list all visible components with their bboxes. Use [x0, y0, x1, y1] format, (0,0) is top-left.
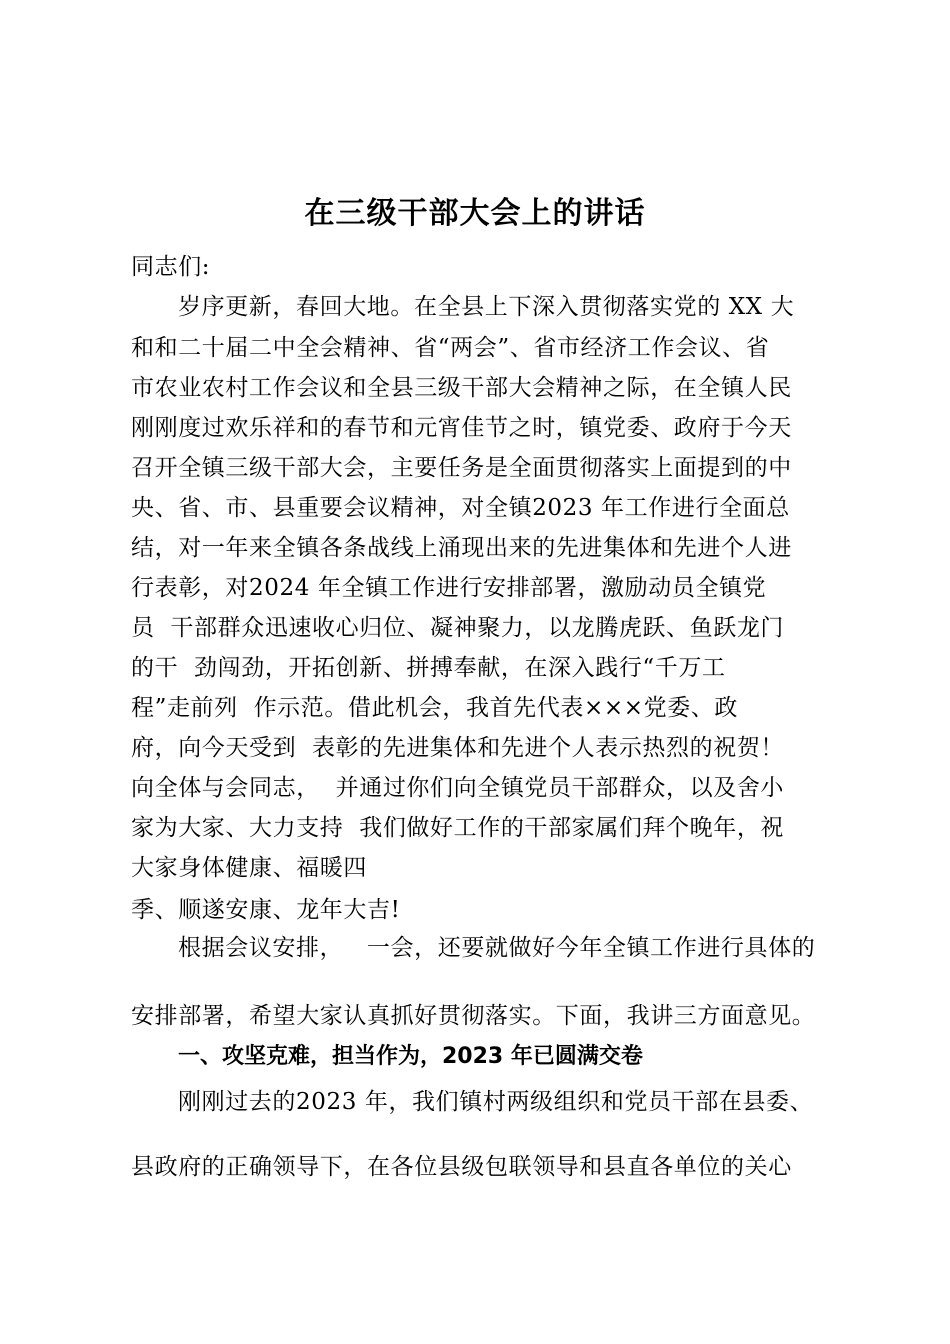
paragraph-line: 向全体与会同志， 并通过你们向全镇党员干部群众，以及舍小: [131, 775, 785, 801]
paragraph-line: 市农业农村工作会议和全县三级干部大会精神之际，在全镇人民: [131, 375, 792, 401]
paragraph-line: 根据会议安排， 一会，还要就做好今年全镇工作进行具体的: [178, 935, 816, 961]
salutation: 同志们:: [131, 254, 211, 280]
paragraph-line: 县政府的正确领导下，在各位县级包联领导和县直各单位的关心: [131, 1154, 792, 1180]
paragraph-line: 召开全镇三级干部大会，主要任务是全面贯彻落实上面提到的中: [131, 455, 792, 481]
paragraph-line: 安排部署，希望大家认真抓好贯彻落实。下面，我讲三方面意见。: [131, 1003, 816, 1029]
paragraph-line: 季、顺遂安康、龙年大吉!: [131, 897, 401, 923]
section-heading: 一、攻坚克难，担当作为，2023 年已圆满交卷: [178, 1044, 643, 1069]
paragraph-line: 程”走前列 作示范。借此机会，我首先代表×××党委、政: [131, 695, 738, 721]
paragraph-line: 刚刚过去的2023 年，我们镇村两级组织和党员干部在县委、: [178, 1089, 814, 1115]
paragraph-line: 家为大家、大力支持 我们做好工作的干部家属们拜个晚年，祝: [131, 815, 785, 841]
document-title: 在三级干部大会上的讲话: [304, 196, 646, 231]
paragraph-line: 岁序更新，春回大地。在全县上下深入贯彻落实党的 XX 大: [178, 294, 795, 320]
paragraph-line: 和和二十届二中全会精神、省“两会”、省市经济工作会议、省: [131, 335, 770, 361]
paragraph-line: 行表彰，对2024 年全镇工作进行安排部署，激励动员全镇党: [131, 575, 767, 601]
paragraph-line: 结，对一年来全镇各条战线上涌现出来的先进集体和先进个人进: [131, 535, 792, 561]
paragraph-line: 央、省、市、县重要会议精神，对全镇2023 年工作进行全面总: [131, 495, 790, 521]
paragraph-line: 大家身体健康、福暖四: [131, 855, 367, 881]
paragraph-line: 员 干部群众迅速收心归位、凝神聚力，以龙腾虎跃、鱼跃龙门: [131, 615, 785, 641]
paragraph-line: 府，向今天受到 表彰的先进集体和先进个人表示热烈的祝贺！: [131, 735, 785, 761]
paragraph-line: 刚刚度过欢乐祥和的春节和元宵佳节之时，镇党委、政府于今天: [131, 415, 792, 441]
paragraph-line: 的干 劲闯劲，开拓创新、拼搏奉献，在深入践行“千万工: [131, 655, 726, 681]
